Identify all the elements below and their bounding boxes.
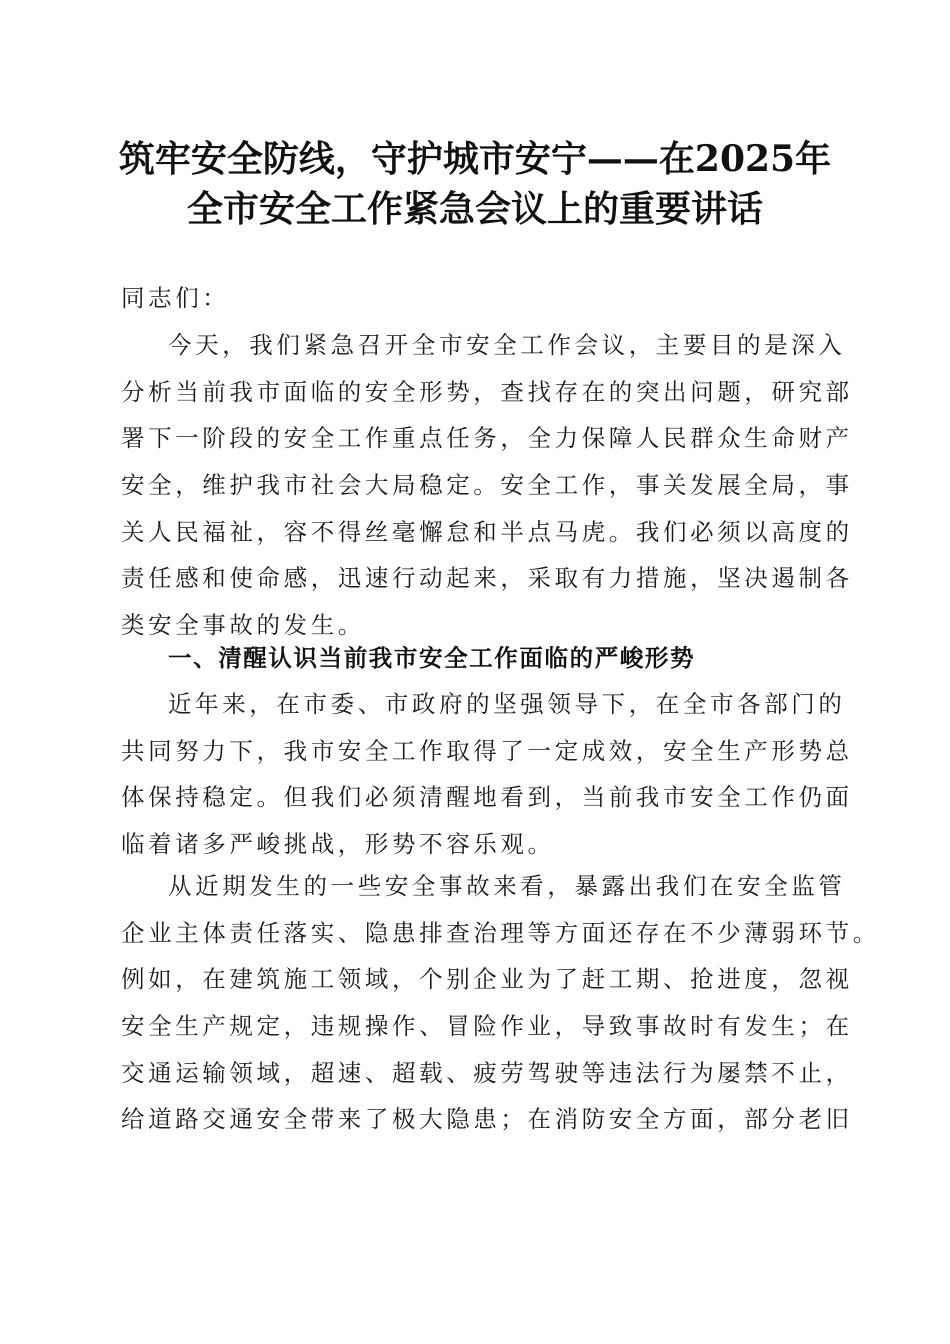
paragraph-line: 例如，在建筑施工领域，个别企业为了赶工期、抢进度，忽视 [121, 965, 853, 994]
paragraph-line: 今天，我们紧急召开全市安全工作会议，主要目的是深入 [168, 331, 846, 359]
paragraph-line: 类安全事故的发生。 [121, 611, 365, 640]
paragraph-line: 共同努力下，我市安全工作取得了一定成效，安全生产形势总 [121, 736, 853, 765]
paragraph-line: 安全生产规定，违规操作、冒险作业，导致事故时有发生；在 [121, 1012, 853, 1041]
paragraph-line: 关人民福祉，容不得丝毫懈怠和半点马虎。我们必须以高度的 [121, 517, 853, 546]
section-heading-1: 一、清醒认识当前我市安全工作面临的严峻形势 [168, 644, 696, 672]
paragraph-line: 从近期发生的一些安全事故来看，暴露出我们在安全监管 [168, 872, 846, 900]
paragraph-line: 分析当前我市面临的安全形势，查找存在的突出问题，研究部 [121, 377, 853, 406]
paragraph-line: 给道路交通安全带来了极大隐患；在消防安全方面，部分老旧 [121, 1105, 853, 1134]
paragraph-line: 署下一阶段的安全工作重点任务，全力保障人民群众生命财产 [121, 424, 853, 453]
paragraph-line: 临着诸多严峻挑战，形势不容乐观。 [121, 830, 555, 859]
paragraph-line: 企业主体责任落实、隐患排查治理等方面还存在不少薄弱环节。 [121, 918, 880, 947]
paragraph-3 [121, 863, 880, 1143]
paragraph-line: 责任感和使命感，迅速行动起来，采取有力措施，坚决遏制各 [121, 564, 853, 593]
paragraph-1 [121, 322, 853, 649]
document-title-line-2: 全市安全工作紧急会议上的重要讲话 [186, 188, 763, 230]
paragraph-line: 体保持稳定。但我们必须清醒地看到，当前我市安全工作仍面 [121, 783, 853, 812]
paragraph-line: 安全，维护我市社会大局稳定。安全工作，事关发展全局，事 [121, 471, 853, 500]
salutation: 同志们： [121, 284, 230, 312]
paragraph-line: 交通运输领域，超速、超载、疲劳驾驶等违法行为屡禁不止， [121, 1058, 853, 1087]
paragraph-line: 近年来，在市委、市政府的坚强领导下，在全市各部门的 [168, 690, 846, 718]
paragraph-2 [121, 681, 853, 868]
document-title-line-1: 筑牢安全防线，守护城市安宁——在2025年 [118, 138, 832, 180]
